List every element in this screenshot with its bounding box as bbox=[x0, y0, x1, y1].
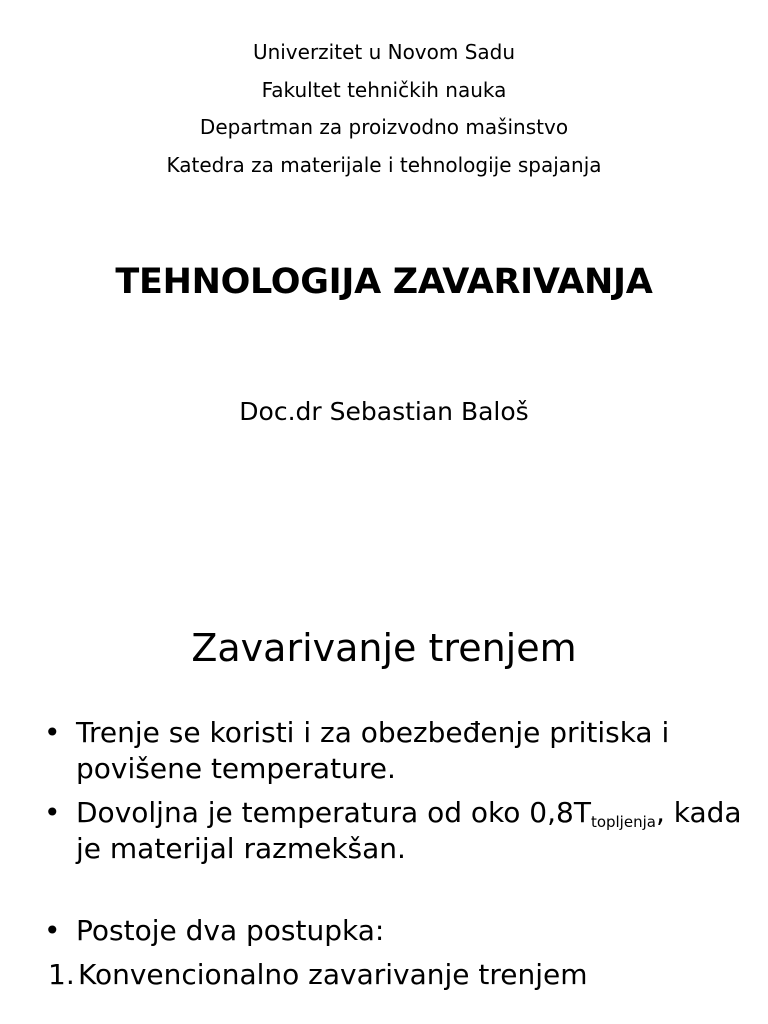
slide-title: Zavarivanje trenjem bbox=[191, 626, 577, 670]
subscript-text: topljenja bbox=[590, 813, 656, 831]
faculty-name: Fakultet tehničkih nauka bbox=[261, 77, 507, 102]
bullet-text: Postoje dva postupka: bbox=[76, 914, 385, 947]
bullet-text: Trenje se koristi i za obezbeđenje pritiska i povišene temperature. bbox=[76, 716, 670, 785]
bullet-icon: • bbox=[44, 716, 61, 749]
bullet-item bbox=[0, 795, 768, 867]
author-name: Doc.dr Sebastian Baloš bbox=[239, 397, 529, 426]
bullet-item bbox=[0, 715, 768, 787]
bullet-item bbox=[0, 913, 768, 949]
institution-header bbox=[0, 34, 768, 184]
presentation-title: TEHNOLOGIJA ZAVARIVANJA bbox=[115, 262, 653, 302]
bullet-list bbox=[0, 715, 768, 993]
bullet-icon: • bbox=[44, 914, 61, 947]
item-number: 1. bbox=[48, 958, 75, 991]
numbered-item bbox=[0, 957, 768, 993]
department-name: Departman za proizvodno mašinstvo bbox=[199, 115, 569, 139]
bullet-icon: • bbox=[44, 796, 61, 829]
numbered-item-text: Konvencionalno zavarivanje trenjem bbox=[78, 958, 588, 991]
content-slide bbox=[0, 560, 768, 1024]
bullet-text-continuation: , kada je materijal razmekšan. bbox=[76, 796, 742, 865]
bullet-text: Dovoljna je temperatura od oko 0,8T bbox=[76, 796, 591, 829]
spacer bbox=[0, 875, 768, 913]
chair-name: Katedra za materijale i tehnologije spajanja bbox=[166, 152, 602, 177]
university-name: Univerzitet u Novom Sadu bbox=[252, 40, 516, 64]
